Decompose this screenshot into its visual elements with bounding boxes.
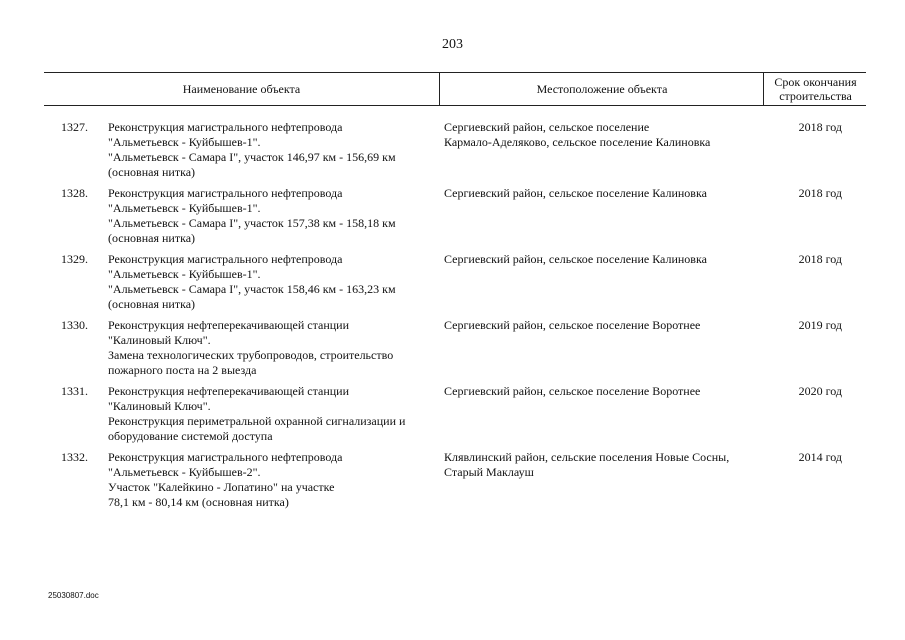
row-number: 1328. [61, 186, 88, 200]
object-location [444, 318, 764, 333]
row-number: 1330. [61, 318, 88, 332]
header-deadline-line-2: строительства [779, 89, 852, 103]
object-name-line: "Альметьевск - Самара I", участок 146,97 км - 156,69 км [108, 150, 396, 164]
construction-deadline: 2018 год [798, 120, 842, 134]
object-name-line: 78,1 км - 80,14 км (основная нитка) [108, 495, 289, 509]
object-name [108, 120, 438, 180]
object-name-line: Замена технологических трубопроводов, строительство [108, 348, 394, 362]
object-name-line: (основная нитка) [108, 165, 196, 179]
header-object-location: Местоположение объекта [439, 73, 764, 105]
row-number: 1327. [61, 120, 88, 134]
object-location-line: Сергиевский район, сельское поселение Воротнее [444, 384, 701, 398]
object-name-line: Участок "Калейкино - Лопатино" на участке [108, 480, 335, 494]
object-name [108, 384, 438, 444]
construction-deadline: 2018 год [798, 186, 842, 200]
object-name [108, 450, 438, 510]
object-location-line: Сергиевский район, сельское поселение [444, 120, 650, 134]
object-name-line: "Альметьевск - Куйбышев-1". [108, 201, 261, 215]
object-name-line: "Альметьевск - Куйбышев-2". [108, 465, 261, 479]
document-filename: 25030807.doc [48, 591, 99, 600]
object-name-line: Реконструкция периметральной охранной сигнализации и [108, 414, 406, 428]
object-name-line: "Альметьевск - Куйбышев-1". [108, 267, 261, 281]
header-construction-deadline [763, 73, 867, 105]
header-deadline-line-1: Срок окончания [774, 75, 857, 89]
object-name-line: оборудование системой доступа [108, 429, 273, 443]
row-number: 1329. [61, 252, 88, 266]
object-location-line: Сергиевский район, сельское поселение Калиновка [444, 252, 707, 266]
construction-deadline: 2018 год [798, 252, 842, 266]
object-name-line: (основная нитка) [108, 297, 196, 311]
object-location-line: Клявлинский район, сельские поселения Новые Сосны, [444, 450, 730, 464]
table-header [44, 72, 866, 106]
row-number: 1332. [61, 450, 88, 464]
object-location [444, 450, 764, 480]
object-name [108, 252, 438, 312]
object-name-line: "Калиновый Ключ". [108, 399, 211, 413]
object-name [108, 318, 438, 378]
object-name-line: Реконструкция магистрального нефтепровода [108, 450, 343, 464]
row-number: 1331. [61, 384, 88, 398]
object-location-line: Кармало-Аделяково, сельское поселение Калиновка [444, 135, 711, 149]
page-number: 203 [442, 37, 463, 52]
object-name-line: пожарного поста на 2 выезда [108, 363, 257, 377]
object-name-line: (основная нитка) [108, 231, 196, 245]
object-name-line: Реконструкция магистрального нефтепровода [108, 186, 343, 200]
construction-deadline: 2020 год [798, 384, 842, 398]
object-name [108, 186, 438, 246]
object-name-line: Реконструкция нефтеперекачивающей станции [108, 318, 350, 332]
object-name-line: "Альметьевск - Куйбышев-1". [108, 135, 261, 149]
header-object-name: Наименование объекта [182, 82, 301, 96]
object-name-line: Реконструкция магистрального нефтепровода [108, 120, 343, 134]
object-location [444, 384, 764, 399]
construction-deadline: 2019 год [798, 318, 842, 332]
object-location-line: Сергиевский район, сельское поселение Воротнее [444, 318, 701, 332]
object-location [444, 252, 764, 267]
object-name-line: "Альметьевск - Самара I", участок 157,38 км - 158,18 км [108, 216, 396, 230]
object-name-line: Реконструкция нефтеперекачивающей станции [108, 384, 350, 398]
object-location [444, 186, 764, 201]
object-location [444, 120, 764, 150]
object-name-line: Реконструкция магистрального нефтепровода [108, 252, 343, 266]
object-name-line: "Калиновый Ключ". [108, 333, 211, 347]
object-name-line: "Альметьевск - Самара I", участок 158,46 км - 163,23 км [108, 282, 396, 296]
construction-deadline: 2014 год [798, 450, 842, 464]
object-location-line: Старый Маклауш [444, 465, 534, 479]
object-location-line: Сергиевский район, сельское поселение Калиновка [444, 186, 707, 200]
